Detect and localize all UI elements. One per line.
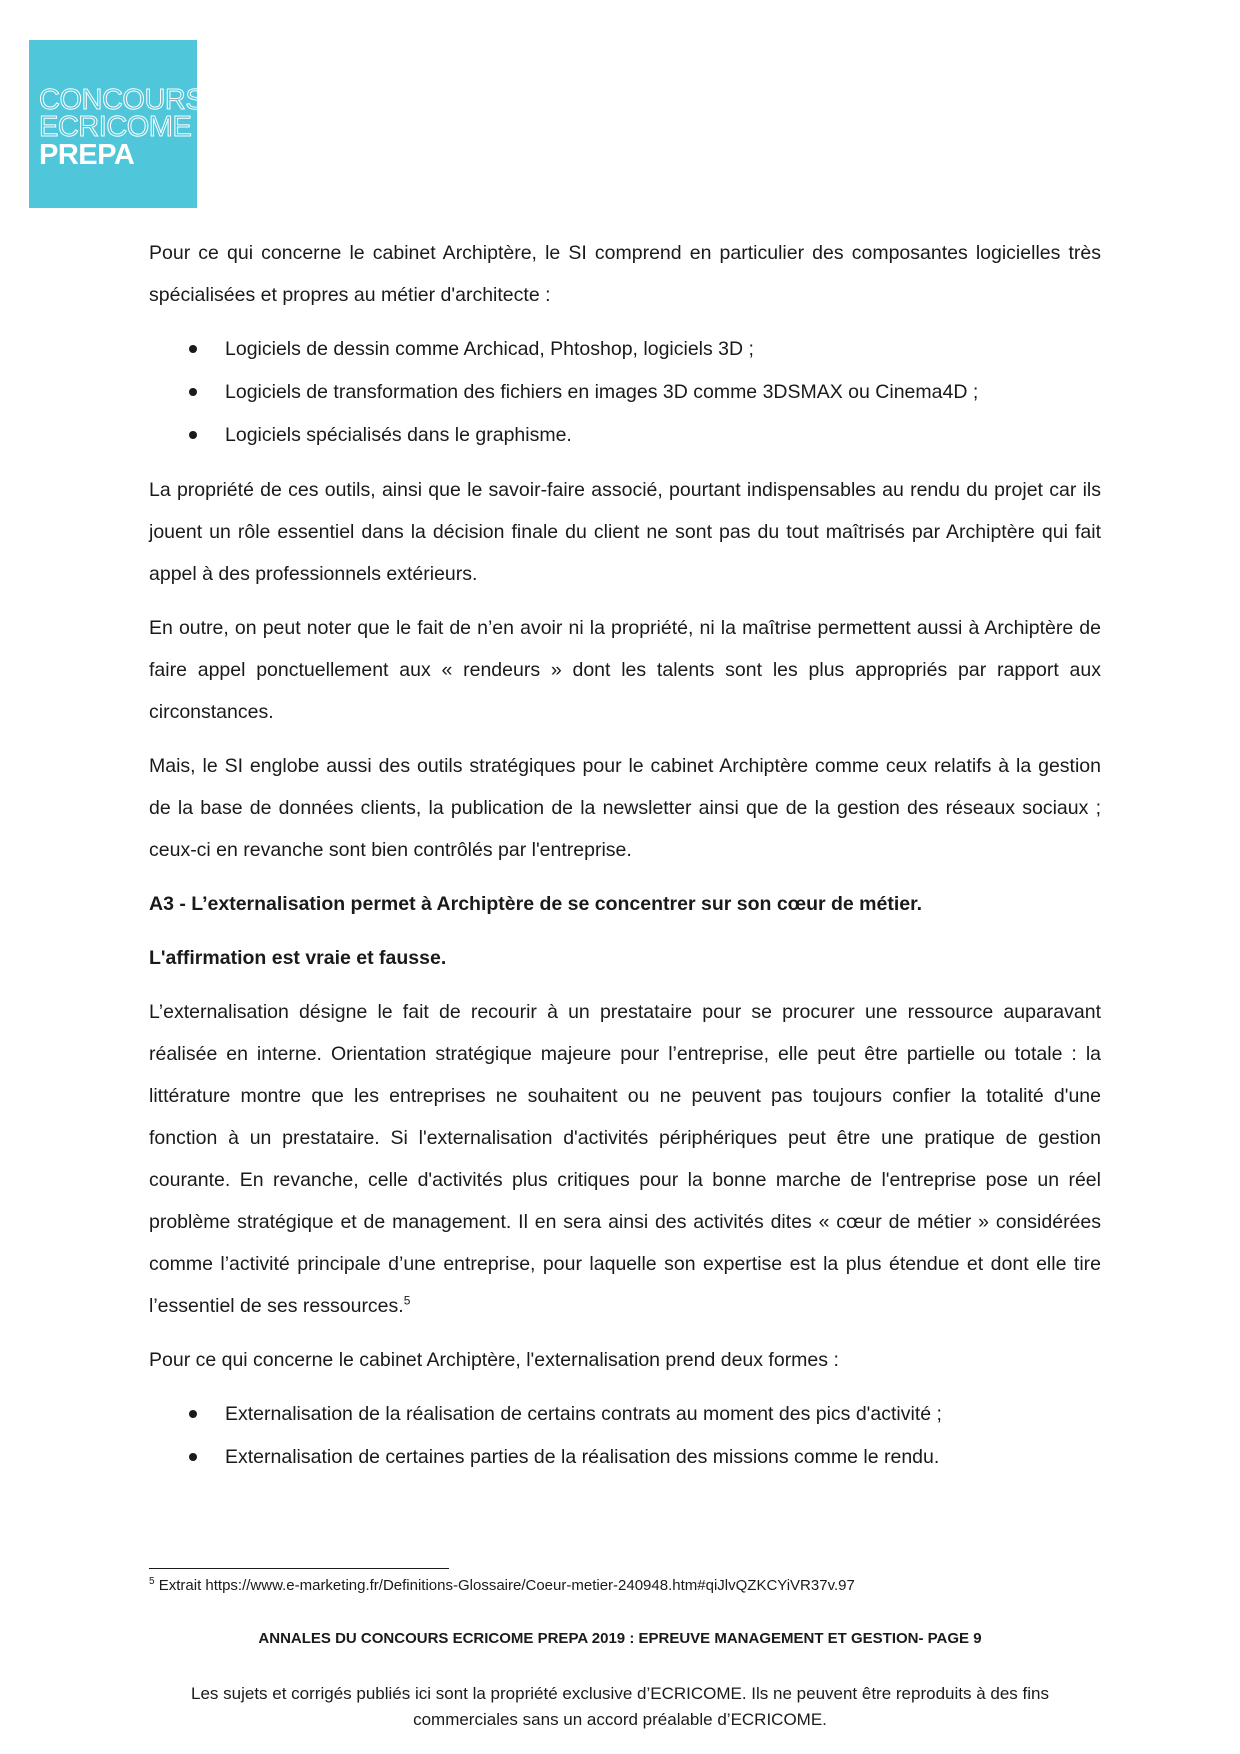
logo-line-ecricome: ECRICOME bbox=[39, 111, 192, 143]
bullet-icon bbox=[189, 1453, 197, 1461]
list-item: Logiciels de transformation des fichiers en images 3D comme 3DSMAX ou Cinema4D ; bbox=[149, 371, 1101, 414]
list-item: Externalisation de la réalisation de certains contrats au moment des pics d'activité ; bbox=[149, 1393, 1101, 1436]
answer-statement-a3: L'affirmation est vraie et fausse. bbox=[149, 947, 447, 969]
logo-line-concours: CONCOURS bbox=[39, 84, 205, 116]
paragraph-externalisation: L’externalisation désigne le fait de recourir à un prestataire pour se procurer une ressource auparavant réalisée en interne. Orientation stratégique majeure pour l’entreprise, elle peut être partielle ou totale : la littérature montre que les entreprises ne souhaitent ou ne peuvent pas toujours confier la totalité d'une fonction à un prestataire. Si l'externalisation d'activités périphériques peut être une pratique de gestion courante. En revanche, celle d'activités plus critiques pour la bonne marche de l'entreprise pose un réel problème stratégique et de management. Il en sera ainsi des activités dites « cœur de métier » considérées comme l’activité principale d’une entreprise, pour laquelle son expertise est la plus étendue et dont elle tire l’essentiel de ses ressources.$^5$ bbox=[149, 1001, 1101, 1317]
paragraph-externalisation-forms: Pour ce qui concerne le cabinet Archiptère, l'externalisation prend deux formes : bbox=[149, 1349, 839, 1371]
paragraph-strategic-tools: Mais, le SI englobe aussi des outils stratégiques pour le cabinet Archiptère comme ceux relatifs à la gestion de la base de données clients, la publication de la newsletter ainsi que de la gestion des réseaux sociaux ; ceux-ci en revanche sont bien contrôlés par l'entreprise. bbox=[149, 755, 1101, 861]
logo-line-prepa: PREPA bbox=[39, 139, 135, 171]
bullet-icon bbox=[189, 388, 197, 396]
software-list bbox=[149, 328, 1101, 457]
footer-title: ANNALES DU CONCOURS ECRICOME PREPA 2019 : EPREUVE MANAGEMENT ET GESTION- PAGE 9 bbox=[258, 1630, 982, 1647]
footnote-number: 5 bbox=[149, 1576, 155, 1587]
bullet-icon bbox=[189, 345, 197, 353]
footnote-divider bbox=[149, 1568, 449, 1569]
bullet-icon bbox=[189, 1410, 197, 1418]
paragraph-si-intro: Pour ce qui concerne le cabinet Archiptère, le SI comprend en particulier des composantes logicielles très spécialisées et propres au métier d'architecte : bbox=[149, 242, 1101, 306]
externalisation-list bbox=[149, 1393, 1101, 1479]
footer-copyright-note: Les sujets et corrigés publiés ici sont la propriété exclusive d’ECRICOME. Ils ne peuvent être reproduits à des fins commerciales sans un accord préalable d’ECRICOME. bbox=[191, 1684, 1049, 1729]
footnote-text: Extrait https://www.e-marketing.fr/Definitions-Glossaire/Coeur-metier-240948.htm#qiJlvQZKCYiVR37v.97 bbox=[154, 1577, 855, 1594]
paragraph-ownership: La propriété de ces outils, ainsi que le savoir-faire associé, pourtant indispensables au rendu du projet car ils jouent un rôle essentiel dans la décision finale du client ne sont pas du tout maîtrisés par Archiptère qui fait appel à des professionnels extérieurs. bbox=[149, 479, 1101, 585]
footnote-reference: 5 bbox=[403, 1293, 411, 1308]
paragraph-rendeurs: En outre, on peut noter que le fait de n’en avoir ni la propriété, ni la maîtrise permettent aussi à Archiptère de faire appel ponctuellement aux « rendeurs » dont les talents sont les plus appropriés par rapport aux circonstances. bbox=[149, 617, 1101, 723]
list-item: Logiciels spécialisés dans le graphisme. bbox=[149, 414, 1101, 457]
list-item: Logiciels de dessin comme Archicad, Phtoshop, logiciels 3D ; bbox=[149, 328, 1101, 371]
question-heading-a3: A3 - L’externalisation permet à Archiptère de se concentrer sur son cœur de métier. bbox=[149, 893, 923, 915]
footnote bbox=[149, 1576, 855, 1596]
ecricome-logo bbox=[29, 40, 205, 208]
list-item: Externalisation de certaines parties de la réalisation des missions comme le rendu. bbox=[149, 1436, 1101, 1479]
page-body bbox=[149, 232, 1101, 1491]
bullet-icon bbox=[189, 431, 197, 439]
